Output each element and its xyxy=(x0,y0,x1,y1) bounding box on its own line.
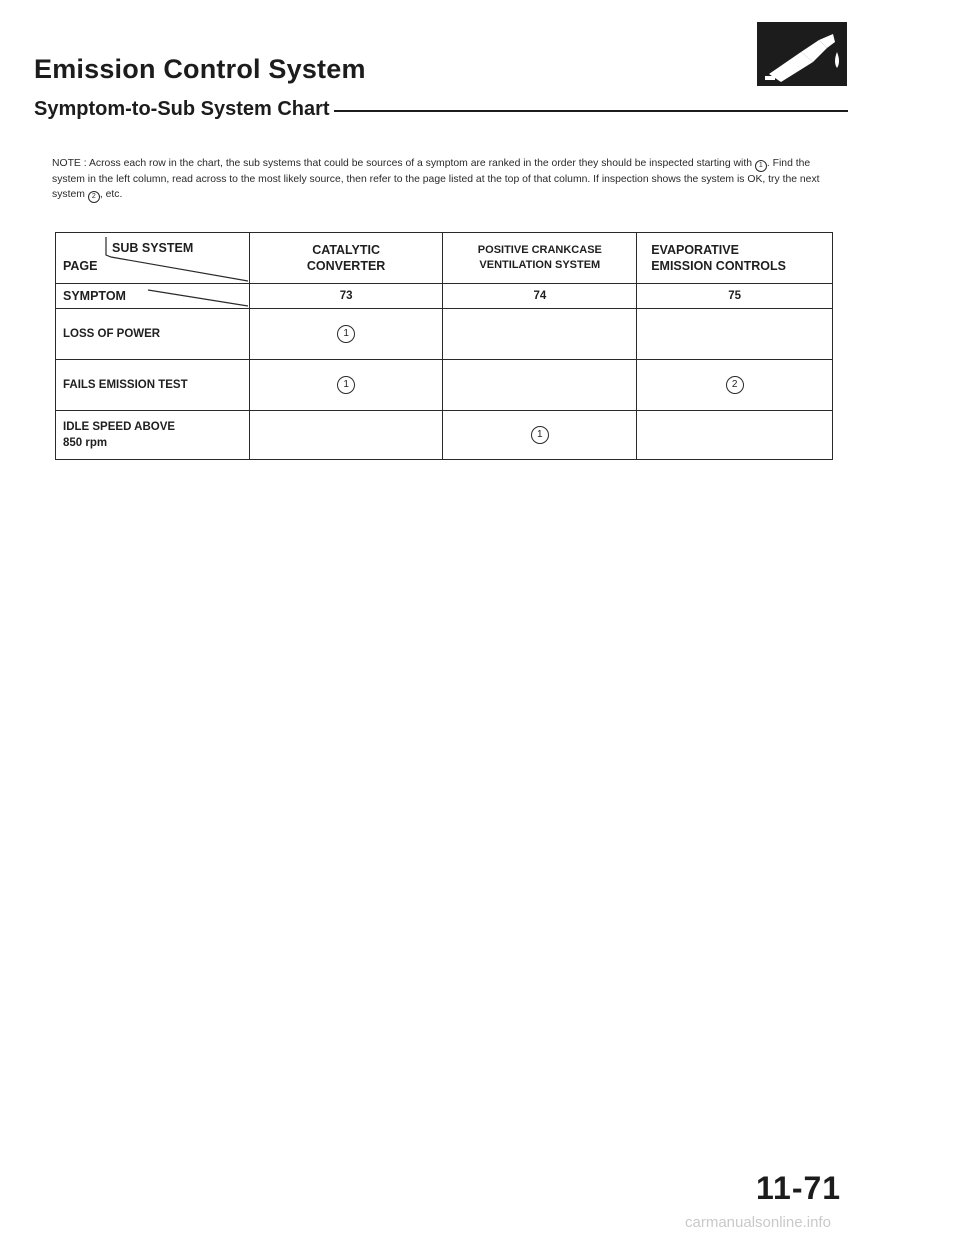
table-header-row xyxy=(56,233,833,284)
fuel-nozzle-icon xyxy=(757,22,847,86)
symptom-name: LOSS OF POWER xyxy=(56,309,250,360)
rank-circle: 2 xyxy=(726,376,744,394)
subtitle-rule xyxy=(334,110,848,112)
rank-circle: 1 xyxy=(337,376,355,394)
symptom-chart-table xyxy=(55,232,833,460)
column-page: 73 xyxy=(249,284,443,309)
table-row xyxy=(56,309,833,360)
symptom-header-cell xyxy=(56,284,250,309)
rank-cell xyxy=(637,309,833,360)
rank-cell xyxy=(443,309,637,360)
symptom-label: SYMPTOM xyxy=(63,289,126,303)
symptom-name: IDLE SPEED ABOVE 850 rpm xyxy=(56,411,250,460)
rank-cell xyxy=(249,411,443,460)
column-header-pcv xyxy=(443,233,637,284)
sub-system-label: SUB SYSTEM xyxy=(112,241,194,255)
rank-cell xyxy=(637,360,833,411)
rank-one-symbol: 1 xyxy=(755,160,767,172)
page-title: Emission Control System xyxy=(34,54,366,84)
watermark: carmanualsonline.info xyxy=(685,1214,831,1231)
rank-two-symbol: 2 xyxy=(88,191,100,203)
note-text-3: , etc. xyxy=(99,189,123,200)
symptom-name: FAILS EMISSION TEST xyxy=(56,360,250,411)
column-header-evaporative xyxy=(637,233,833,284)
rank-cell xyxy=(637,411,833,460)
subtitle-row xyxy=(34,96,848,122)
column-page: 75 xyxy=(637,284,833,309)
rank-circle: 1 xyxy=(531,426,549,444)
table-row xyxy=(56,411,833,460)
column-name: POSITIVE CRANKCASE VENTILATION SYSTEM xyxy=(477,244,602,271)
page-number: 11-71 xyxy=(756,1170,842,1206)
page-label: PAGE xyxy=(63,259,98,273)
column-name: CATALYTIC CONVERTER xyxy=(306,243,386,273)
column-page: 74 xyxy=(443,284,637,309)
rank-cell xyxy=(443,360,637,411)
table-row xyxy=(56,360,833,411)
page-number-row xyxy=(56,284,833,309)
instruction-note xyxy=(52,156,832,203)
rank-cell xyxy=(249,360,443,411)
note-text-2: . Find the system in the left column, read across to the most likely source, then refer to the page listed at the top of that column. If inspection shows the system is OK, try the next system xyxy=(52,158,820,200)
page-subtitle: Symptom-to-Sub System Chart xyxy=(34,97,330,120)
column-header-catalytic xyxy=(249,233,443,284)
column-name: EVAPORATIVE EMISSION CONTROLS xyxy=(651,243,786,273)
rank-cell xyxy=(443,411,637,460)
symptom-diagonal xyxy=(56,284,248,308)
rank-cell xyxy=(249,309,443,360)
rank-circle: 1 xyxy=(337,325,355,343)
corner-cell xyxy=(56,233,250,284)
note-text-1: NOTE : Across each row in the chart, the sub systems that could be sources of a symptom are ranked in the order they should be inspected starting with xyxy=(52,158,752,169)
